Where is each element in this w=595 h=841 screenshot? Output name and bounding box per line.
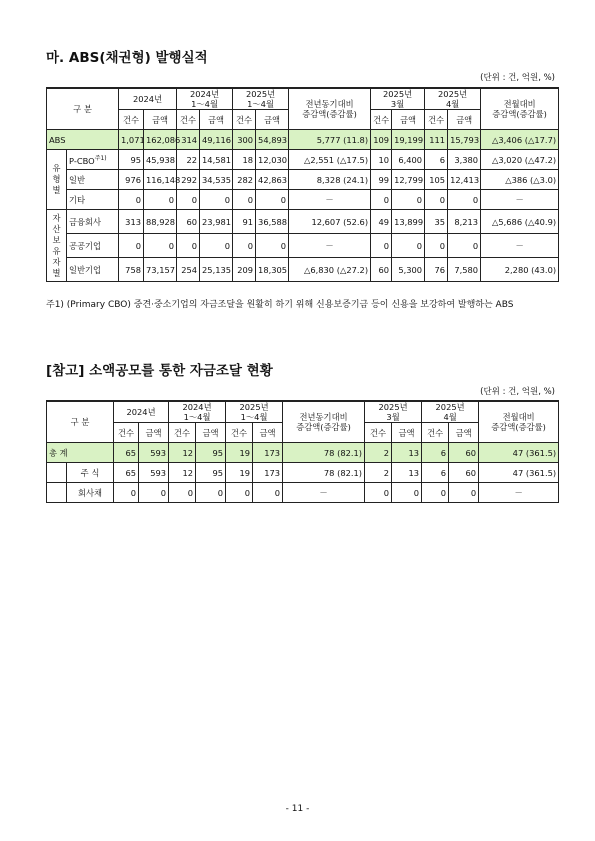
amount-2025-jan-apr: 18,305 [256, 258, 289, 282]
count-2025-jan-apr: 91 [233, 210, 256, 234]
count-2025-jan-apr: 18 [233, 150, 256, 170]
amount-2024: 88,928 [144, 210, 177, 234]
count-2024-jan-apr: 254 [177, 258, 200, 282]
table-row [47, 130, 559, 150]
amount-2025-apr: 3,380 [448, 150, 481, 170]
row-label: 일반기업 [67, 258, 119, 282]
count-2025-jan-apr: 19 [226, 443, 253, 463]
count-2024: 0 [119, 190, 144, 210]
table-row [47, 483, 559, 503]
row-label: 기타 [67, 190, 119, 210]
count-2025-apr: 0 [425, 190, 448, 210]
amount-2025-mar: 12,799 [392, 170, 425, 190]
yoy-change: － [289, 190, 371, 210]
yoy-change: － [289, 234, 371, 258]
amount-2025-apr: 15,793 [448, 130, 481, 150]
amount-2024-jan-apr: 49,116 [200, 130, 233, 150]
amount-2025-mar: 13 [392, 463, 422, 483]
row-label: $P-CBO^{주1)}$ [67, 150, 119, 170]
count-2024: 0 [119, 234, 144, 258]
row-label: 주 식 [67, 463, 114, 483]
amount-2024: 0 [144, 190, 177, 210]
mom-change: 47 (361.5) [479, 463, 559, 483]
table-row [47, 150, 559, 170]
mom-change: － [481, 234, 559, 258]
count-2024-jan-apr: 12 [169, 463, 196, 483]
header-count: 건수 [422, 423, 449, 443]
header-amount: 금액 [139, 423, 169, 443]
section1-title: 마. ABS(채권형) 발행실적 [46, 50, 208, 66]
amount-2024: 0 [139, 483, 169, 503]
abs-issuance-table [46, 87, 559, 282]
amount-2025-apr: 60 [449, 463, 479, 483]
header-yoy-change: 전년동기대비 증감액(증감률) [289, 88, 371, 130]
mom-change: － [479, 483, 559, 503]
amount-2025-mar: 0 [392, 234, 425, 258]
count-2025-mar: 0 [371, 190, 392, 210]
count-2025-mar: 2 [365, 463, 392, 483]
count-2025-mar: 0 [365, 483, 392, 503]
header-count: 건수 [233, 110, 256, 130]
header-amount: 금액 [144, 110, 177, 130]
table-row [47, 190, 559, 210]
yoy-change: 12,607 (52.6) [289, 210, 371, 234]
amount-2025-jan-apr: 54,893 [256, 130, 289, 150]
row-label: 일반 [67, 170, 119, 190]
table-row [47, 463, 559, 483]
header-count: 건수 [371, 110, 392, 130]
count-2025-jan-apr: 209 [233, 258, 256, 282]
group-label-type: 유 형 별 [47, 150, 67, 210]
row-label: 총 계 [47, 443, 114, 463]
row-indent [47, 483, 67, 503]
section1-unit: (단위 : 건, 억원, %) [480, 73, 555, 83]
count-2025-mar: 2 [365, 443, 392, 463]
mom-change: 2,280 (43.0) [481, 258, 559, 282]
row-label: 회사채 [67, 483, 114, 503]
header-amount: 금액 [392, 110, 425, 130]
yoy-change: 78 (82.1) [283, 463, 365, 483]
row-label: 금융회사 [67, 210, 119, 234]
footnote-marker: 주1) [94, 155, 107, 163]
count-2025-apr: 0 [422, 483, 449, 503]
amount-2024-jan-apr: 95 [196, 463, 226, 483]
amount-2025-jan-apr: 36,588 [256, 210, 289, 234]
mom-change: △5,686 (△40.9) [481, 210, 559, 234]
amount-2025-apr: 60 [449, 443, 479, 463]
table-row [47, 210, 559, 234]
count-2025-mar: 60 [371, 258, 392, 282]
count-2025-mar: 109 [371, 130, 392, 150]
mom-change: － [481, 190, 559, 210]
header-2025-apr: 2025년 4월 [425, 88, 481, 110]
table-row [47, 234, 559, 258]
count-2025-apr: 6 [425, 150, 448, 170]
header-count: 건수 [177, 110, 200, 130]
amount-2024-jan-apr: 0 [200, 190, 233, 210]
count-2025-apr: 6 [422, 463, 449, 483]
amount-2025-mar: 5,300 [392, 258, 425, 282]
footnote: 주1) (Primary CBO) 중견·중소기업의 자금조달을 원활히 하기 위해 신용보증기금 등이 신용을 보강하여 발행하는 ABS [46, 300, 514, 310]
amount-2024: 116,148 [144, 170, 177, 190]
header-count: 건수 [169, 423, 196, 443]
group-label-asset-holder: 자 산 보 유 자 별 [47, 210, 67, 282]
count-2025-jan-apr: 0 [226, 483, 253, 503]
count-2024-jan-apr: 314 [177, 130, 200, 150]
count-2025-jan-apr: 0 [233, 190, 256, 210]
header-amount: 금액 [200, 110, 233, 130]
yoy-change: 5,777 (11.8) [289, 130, 371, 150]
yoy-change: △6,830 (△27.2) [289, 258, 371, 282]
amount-2025-apr: 12,413 [448, 170, 481, 190]
header-amount: 금액 [253, 423, 283, 443]
count-2025-jan-apr: 300 [233, 130, 256, 150]
amount-2025-apr: 7,580 [448, 258, 481, 282]
section2-title: [참고] 소액공모를 통한 자금조달 현황 [46, 363, 273, 379]
amount-2025-mar: 0 [392, 190, 425, 210]
header-row [47, 401, 559, 423]
header-2025-apr: 2025년 4월 [422, 401, 479, 423]
amount-2024-jan-apr: 95 [196, 443, 226, 463]
amount-2025-apr: 0 [449, 483, 479, 503]
count-2024-jan-apr: 0 [169, 483, 196, 503]
amount-2025-mar: 13,899 [392, 210, 425, 234]
header-row [47, 88, 559, 110]
count-2024: 65 [114, 463, 139, 483]
amount-2025-jan-apr: 173 [253, 443, 283, 463]
amount-2025-jan-apr: 0 [256, 234, 289, 258]
amount-2024: 45,938 [144, 150, 177, 170]
count-2025-jan-apr: 19 [226, 463, 253, 483]
amount-2025-apr: 0 [448, 190, 481, 210]
small-offering-table [46, 400, 559, 503]
header-count: 건수 [365, 423, 392, 443]
amount-2025-apr: 8,213 [448, 210, 481, 234]
count-2024-jan-apr: 0 [177, 234, 200, 258]
header-amount: 금액 [392, 423, 422, 443]
count-2024-jan-apr: 22 [177, 150, 200, 170]
header-2024: 2024년 [114, 401, 169, 423]
amount-2025-jan-apr: 42,863 [256, 170, 289, 190]
table-row [47, 443, 559, 463]
amount-2024: 0 [144, 234, 177, 258]
count-2025-jan-apr: 0 [233, 234, 256, 258]
header-amount: 금액 [449, 423, 479, 443]
count-2024-jan-apr: 292 [177, 170, 200, 190]
count-2025-apr: 35 [425, 210, 448, 234]
amount-2025-apr: 0 [448, 234, 481, 258]
amount-2025-mar: 6,400 [392, 150, 425, 170]
amount-2025-jan-apr: 12,030 [256, 150, 289, 170]
count-2024: 95 [119, 150, 144, 170]
count-2025-apr: 76 [425, 258, 448, 282]
header-2024-jan-apr: 2024년 1～4월 [169, 401, 226, 423]
amount-2025-mar: 19,199 [392, 130, 425, 150]
count-2024: 758 [119, 258, 144, 282]
count-2025-apr: 111 [425, 130, 448, 150]
amount-2024-jan-apr: 14,581 [200, 150, 233, 170]
amount-2025-mar: 0 [392, 483, 422, 503]
amount-2024-jan-apr: 23,981 [200, 210, 233, 234]
amount-2025-jan-apr: 173 [253, 463, 283, 483]
yoy-change: 8,328 (24.1) [289, 170, 371, 190]
mom-change: △3,406 (△17.7) [481, 130, 559, 150]
mom-change: △386 (△3.0) [481, 170, 559, 190]
count-2025-apr: 105 [425, 170, 448, 190]
header-count: 건수 [425, 110, 448, 130]
yoy-change: 78 (82.1) [283, 443, 365, 463]
count-2024: 0 [114, 483, 139, 503]
amount-2024: 73,157 [144, 258, 177, 282]
amount-2025-mar: 13 [392, 443, 422, 463]
header-2025-jan-apr: 2025년 1～4월 [233, 88, 289, 110]
count-2025-mar: 99 [371, 170, 392, 190]
header-gubun: 구 분 [47, 88, 119, 130]
amount-2024: 162,086 [144, 130, 177, 150]
row-label: 공공기업 [67, 234, 119, 258]
header-2024-jan-apr: 2024년 1～4월 [177, 88, 233, 110]
yoy-change: △2,551 (△17.5) [289, 150, 371, 170]
header-count: 건수 [119, 110, 144, 130]
count-2025-mar: 0 [371, 234, 392, 258]
count-2025-apr: 6 [422, 443, 449, 463]
row-indent [47, 463, 67, 483]
amount-2024-jan-apr: 25,135 [200, 258, 233, 282]
table-row [47, 170, 559, 190]
header-2025-mar: 2025년 3월 [365, 401, 422, 423]
amount-2025-jan-apr: 0 [256, 190, 289, 210]
header-amount: 금액 [448, 110, 481, 130]
table-row [47, 258, 559, 282]
amount-2024: 593 [139, 443, 169, 463]
count-2024: 1,071 [119, 130, 144, 150]
header-gubun: 구 분 [47, 401, 114, 443]
count-2025-mar: 10 [371, 150, 392, 170]
header-2025-jan-apr: 2025년 1～4월 [226, 401, 283, 423]
amount-2024-jan-apr: 0 [196, 483, 226, 503]
count-2024: 65 [114, 443, 139, 463]
amount-2025-jan-apr: 0 [253, 483, 283, 503]
count-2024-jan-apr: 60 [177, 210, 200, 234]
count-2024-jan-apr: 0 [177, 190, 200, 210]
page-number: - 11 - [285, 804, 310, 814]
header-amount: 금액 [256, 110, 289, 130]
count-2024-jan-apr: 12 [169, 443, 196, 463]
section2-unit: (단위 : 건, 억원, %) [480, 387, 555, 397]
count-2024: 976 [119, 170, 144, 190]
count-2024: 313 [119, 210, 144, 234]
header-amount: 금액 [196, 423, 226, 443]
header-mom-change: 전월대비 증감액(증감률) [481, 88, 559, 130]
mom-change: △3,020 (△47.2) [481, 150, 559, 170]
row-label: ABS [47, 130, 119, 150]
mom-change: 47 (361.5) [479, 443, 559, 463]
count-2025-mar: 49 [371, 210, 392, 234]
amount-2024: 593 [139, 463, 169, 483]
header-yoy-change: 전년동기대비 증감액(증감률) [283, 401, 365, 443]
header-mom-change: 전월대비 증감액(증감률) [479, 401, 559, 443]
header-2025-mar: 2025년 3월 [371, 88, 425, 110]
count-2025-apr: 0 [425, 234, 448, 258]
amount-2024-jan-apr: 0 [200, 234, 233, 258]
yoy-change: － [283, 483, 365, 503]
amount-2024-jan-apr: 34,535 [200, 170, 233, 190]
header-2024: 2024년 [119, 88, 177, 110]
header-count: 건수 [114, 423, 139, 443]
count-2025-jan-apr: 282 [233, 170, 256, 190]
header-count: 건수 [226, 423, 253, 443]
